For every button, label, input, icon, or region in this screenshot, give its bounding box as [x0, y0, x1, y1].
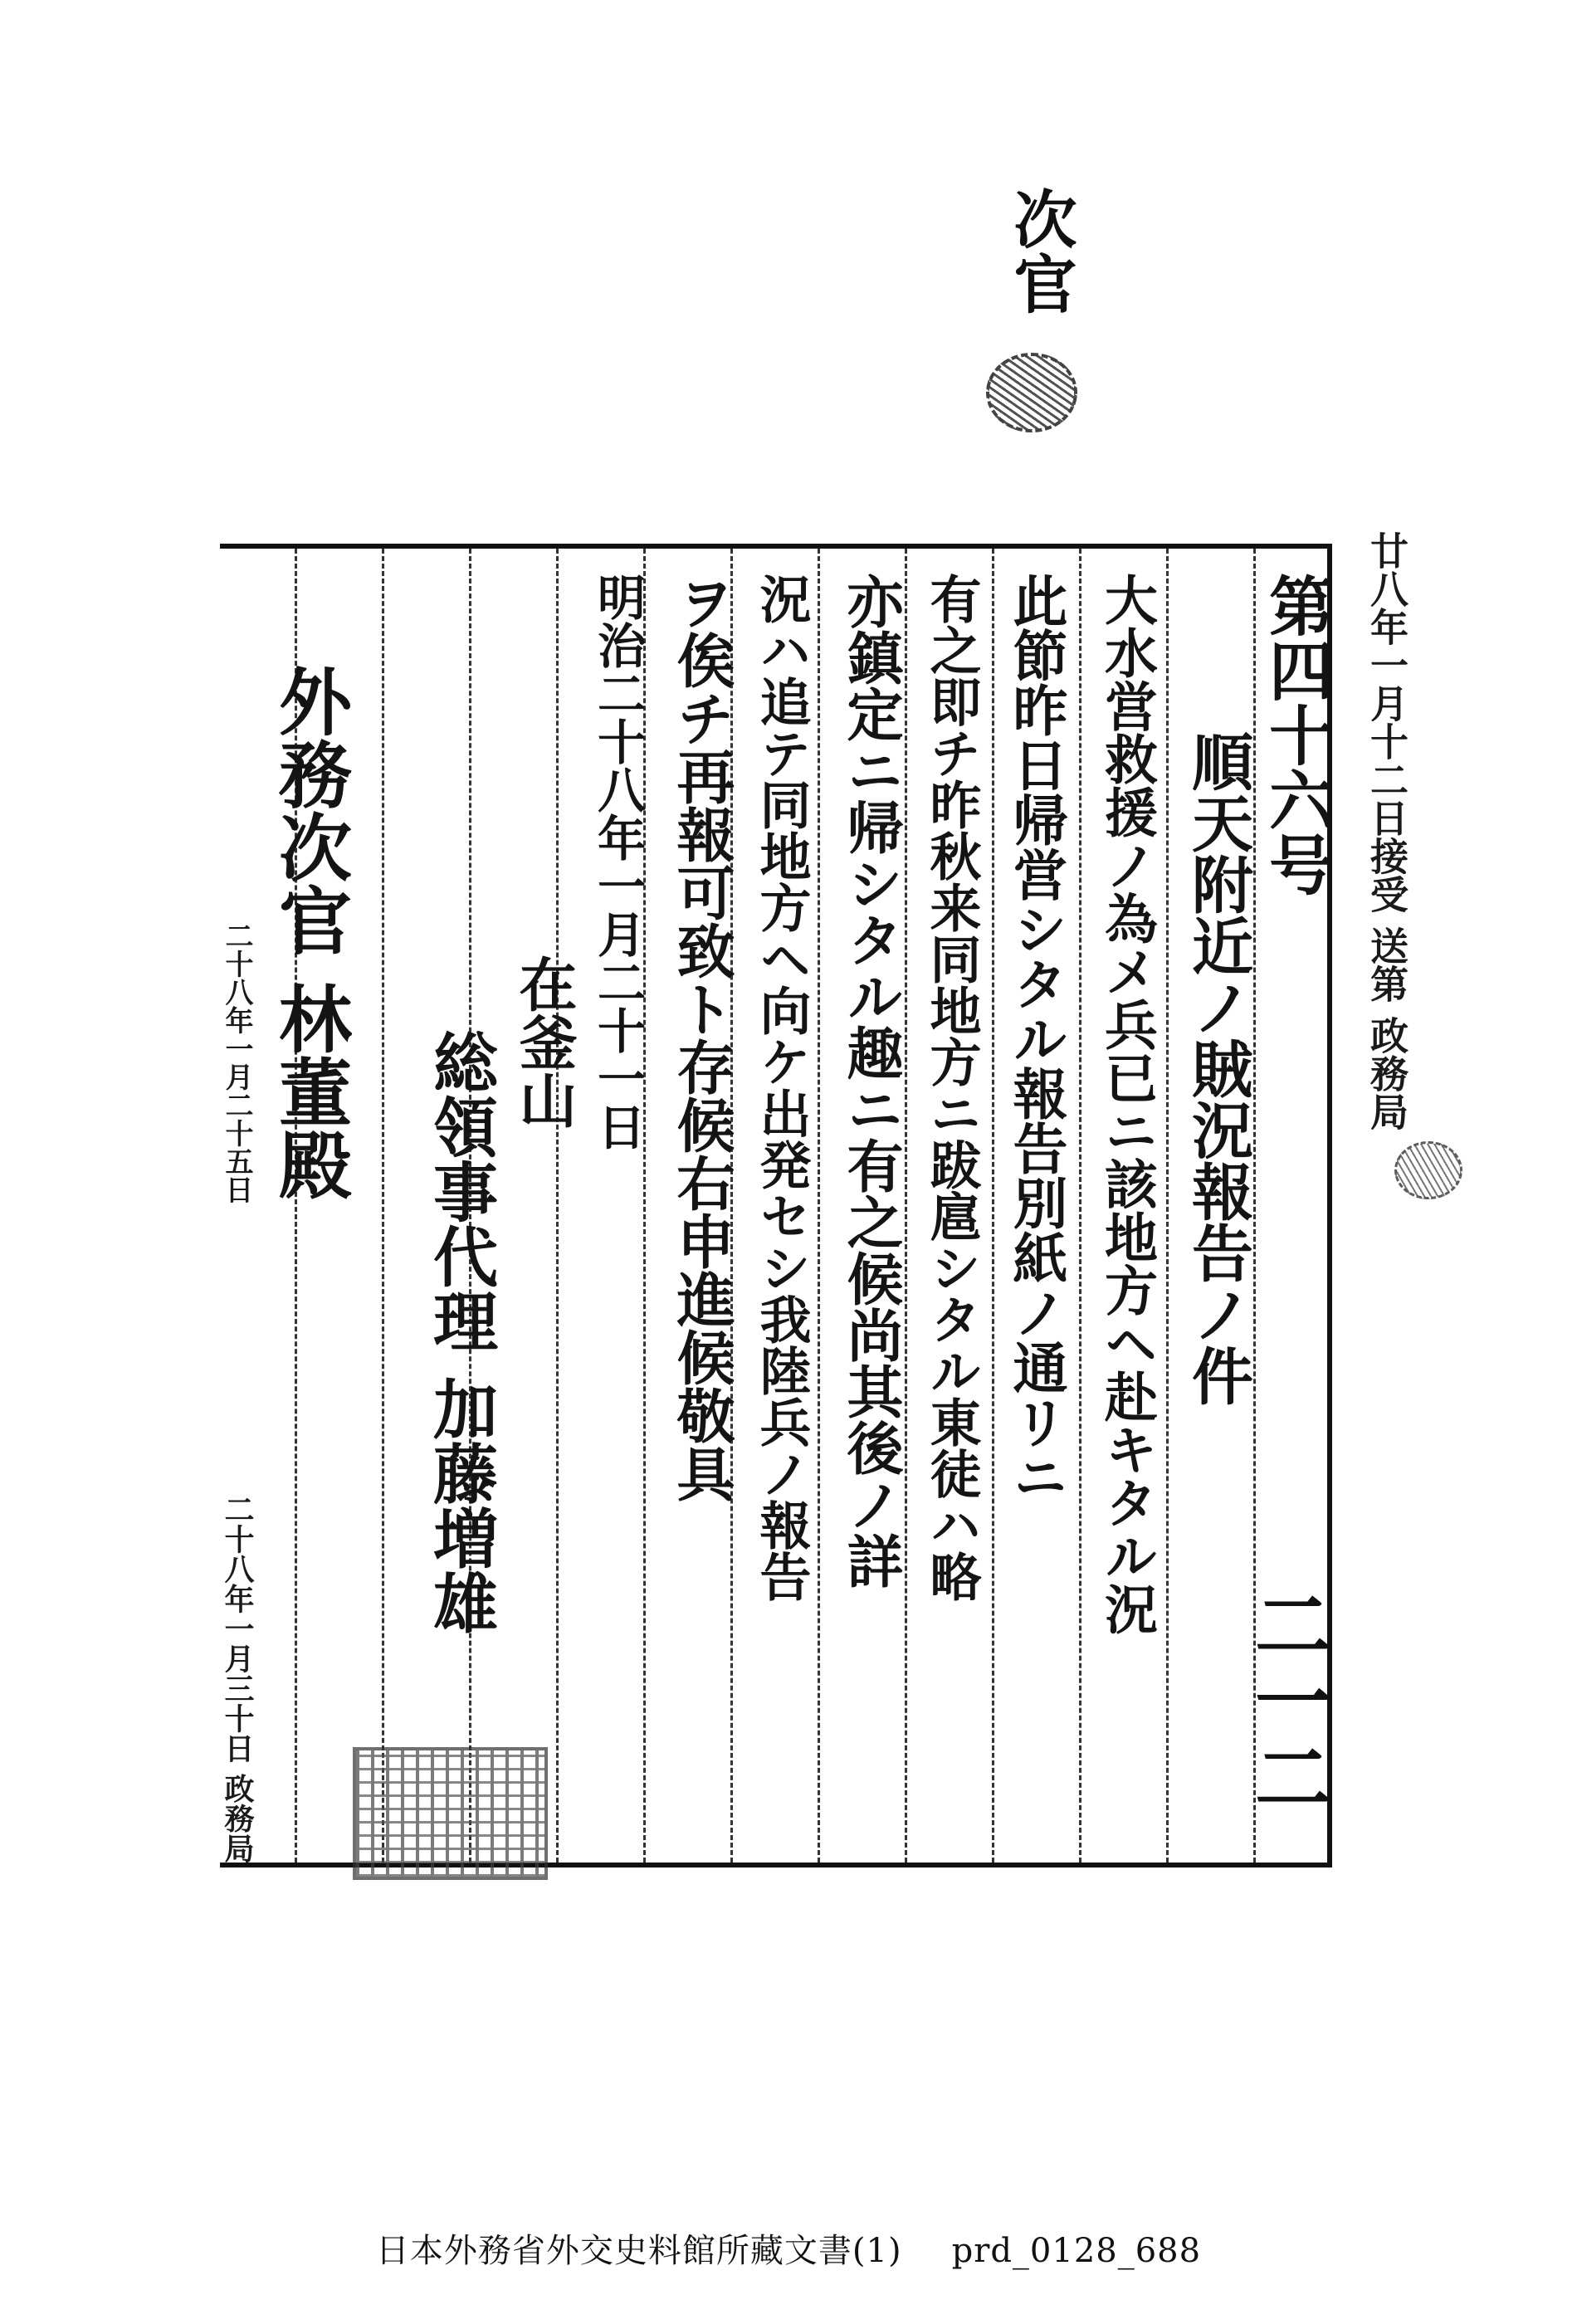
sheet-rule: [1079, 549, 1081, 1863]
document-text-line: 大水営救援ノ為メ兵已ニ該地方ヘ赴キタル況: [1096, 573, 1158, 1635]
sender-seal: [353, 1747, 548, 1880]
margin-note-upper: 二十八年一月二十五日: [220, 921, 253, 1204]
footer-id: prd_0128_688: [951, 2232, 1202, 2270]
document-subject: 順天附近ノ賊況報告ノ件: [1182, 730, 1253, 1406]
sheet-rule: [818, 549, 820, 1863]
round-seal: [1394, 1141, 1462, 1199]
document-number: 第四十六号: [1258, 573, 1334, 896]
document-text-line: 況ハ追テ同地方ヘ向ケ出発セシ我陸兵ノ報告: [751, 573, 812, 1602]
receipt-note: 廿八年一月十二日接受 送第 政務局: [1365, 531, 1409, 1131]
sheet-rule: [556, 549, 559, 1863]
margin-note-lower: 二十八年一月三十日 政務局: [220, 1494, 255, 1863]
document-text-line: 此節昨日帰営シタル報告別紙ノ通リニ: [1003, 573, 1068, 1504]
document-text-line: ヲ俟チ再報可致ト存候右申進候敬具: [667, 573, 736, 1502]
addressee: 外務次官 林董殿: [267, 664, 354, 1201]
sheet-rule: [992, 549, 994, 1863]
document-text-line: 有之即チ昨秋来同地方ニ跋扈シタル東徒ハ略: [921, 573, 982, 1602]
sender-name: 総領事代理 加藤増雄: [422, 1029, 498, 1635]
sheet-rule: [1166, 549, 1169, 1863]
document-text-line: 亦鎮定ニ帰シタル趣ニ有之候尚其後ノ詳: [837, 573, 904, 1589]
header-note: 次官: [1003, 187, 1077, 316]
document-date: 明治二十八年一月二十一日: [589, 573, 646, 1150]
sheet-rule: [382, 549, 384, 1863]
sheet-rule: [905, 549, 907, 1863]
sender-location: 在釜山: [510, 954, 579, 1129]
page-mark: 二一二: [1243, 1585, 1332, 1814]
official-seal-small: [986, 353, 1077, 432]
footer-caption: [0, 2224, 1577, 2272]
footer-source: 日本外務省外交史料館所藏文書(1): [375, 2232, 902, 2270]
